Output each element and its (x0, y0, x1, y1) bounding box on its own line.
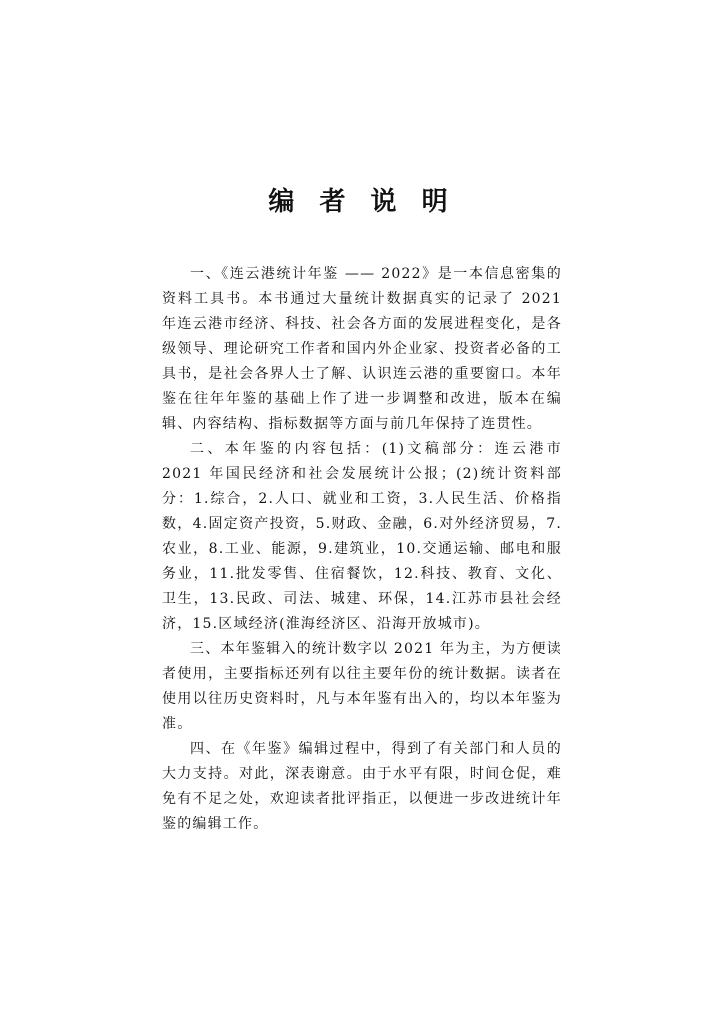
document-body (162, 262, 562, 837)
paragraph-3: 三、本年鉴辑入的统计数字以 2021 年为主，为方便读者使用，主要指标还列有以往主要年份的统计数据。读者在使用以往历史资料时，凡与本年鉴有出入的，均以本年鉴为准。 (162, 641, 562, 732)
paragraph-4: 四、在《年鉴》编辑过程中，得到了有关部门和人员的大力支持。对此，深表谢意。由于水平有限，时间仓促，难免有不足之处，欢迎读者批评指正，以便进一步改进统计年鉴的编辑工作。 (162, 741, 562, 832)
page-title: 编 者 说 明 (268, 187, 456, 217)
paragraph-1: 一、《连云港统计年鉴 —— 2022》是一本信息密集的资料工具书。本书通过大量统计数据真实的记录了 2021 年连云港市经济、科技、社会各方面的发展进程变化，是各级领导、理论研究工作者和国内外企业家、投资者必备的工具书，是社会各界人士了解、认识连云港的重要窗口。本年鉴在往年年鉴的基础上作了进一步调整和改进，版本在编辑、内容结构、指标数据等方面与前几年保持了连贯性。 (162, 266, 562, 432)
paragraph-2: 二、本年鉴的内容包括：(1)文稿部分：连云港市 2021 年国民经济和社会发展统计公报；(2)统计资料部分：1.综合，2.人口、就业和工资，3.人民生活、价格指数，4.固定资产投资，5.财政、金融，6.对外经济贸易，7.农业，8.工业、能源，9.建筑业，10.交通运输、邮电和服务业，11.批发零售、住宿餐饮，12.科技、教育、文化、卫生，13.民政、司法、城建、环保，14.江苏市县社会经济，15.区域经济(淮海经济区、沿海开放城市)。 (162, 441, 562, 632)
